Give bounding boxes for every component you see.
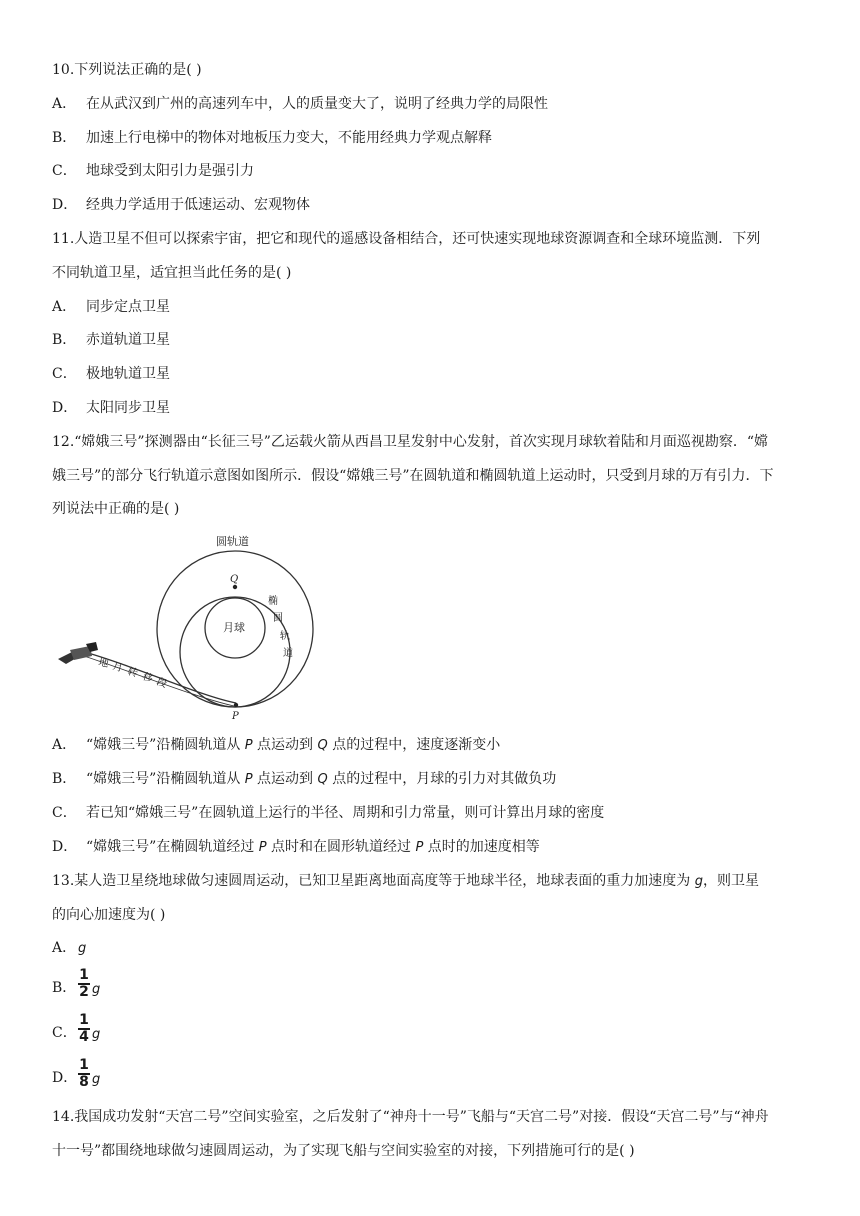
q13-option-b-fraction: 1 2: [79, 967, 89, 1000]
q14-stem-line1: 14.我国成功发射“天宫二号”空间实验室，之后发射了“神舟十一号”飞船与“天宫二号”对接．假设“天宫二号”与“神舟: [52, 1109, 769, 1125]
q13-option-d-fraction: 1 8: [79, 1057, 89, 1090]
point-q-label: Q: [230, 574, 239, 585]
q11-option-d: D． 太阳同步卫星: [52, 400, 170, 416]
q13-stem-line2: 的向心加速度为( ): [52, 907, 166, 923]
q12-option-d: D． “嫦娥三号”在椭圆轨道经过 P 点时和在圆形轨道经过 P 点时的加速度相等: [52, 839, 540, 855]
ellipse-label-char-1: 椭: [268, 596, 278, 607]
q13-option-c-label: C．: [52, 1025, 77, 1041]
spacecraft-icon: [58, 642, 98, 664]
q13-option-c-suffix: g: [92, 1027, 101, 1042]
q12-option-a: A． “嫦娥三号”沿椭圆轨道从 P 点运动到 Q 点的过程中，速度逐渐变小: [52, 737, 501, 753]
transfer-label-char-3: 转: [126, 666, 139, 680]
orbit-diagram: [50, 528, 340, 723]
q13-option-c-fraction: 1 4: [79, 1012, 89, 1045]
q10-option-b: B． 加速上行电梯中的物体对地板压力变大，不能用经典力学观点解释: [52, 130, 492, 146]
q14-stem-line2: 十一号”都围绕地球做匀速圆周运动，为了实现飞船与空间实验室的对接，下列措施可行的是( ): [52, 1143, 635, 1159]
ellipse-label-char-4: 道: [283, 648, 293, 659]
q13-option-b-suffix: g: [92, 982, 101, 997]
circular-orbit-label: 圆轨道: [216, 535, 249, 548]
q13-option-a: A． g: [52, 940, 87, 956]
transfer-label-char-4: 移: [141, 671, 154, 685]
point-p-dot: [234, 703, 238, 707]
q12-option-c: C． 若已知“嫦娥三号”在圆轨道上运行的半径、周期和引力常量，则可计算出月球的密度: [52, 805, 605, 821]
q10-option-d: D． 经典力学适用于低速运动、宏观物体: [52, 197, 310, 213]
q12-stem-line2: 娥三号”的部分飞行轨道示意图如图所示．假设“嫦娥三号”在圆轨道和椭圆轨道上运动时，只受到月球的万有引力．下: [52, 468, 774, 484]
q12-stem-line1: 12.“嫦娥三号”探测器由“长征三号”乙运载火箭从西昌卫星发射中心发射，首次实现月球软着陆和月面巡视勘察．“嫦: [52, 434, 769, 450]
q11-stem-line1: 11.人造卫星不但可以探索宇宙，把它和现代的遥感设备相结合，还可快速实现地球资源调查和全球环境监测．下列: [52, 231, 761, 247]
q10-option-c: C． 地球受到太阳引力是强引力: [52, 163, 254, 179]
point-p-label: P: [232, 711, 239, 722]
ellipse-label-char-2: 圆: [273, 613, 283, 624]
ellipse-label-char-3: 轨: [280, 631, 290, 642]
q10-stem: 10.下列说法正确的是( ): [52, 62, 202, 78]
q11-stem-line2: 不同轨道卫星，适宜担当此任务的是( ): [52, 265, 292, 281]
q11-option-b: B． 赤道轨道卫星: [52, 332, 170, 348]
transfer-label-char-5: 段: [154, 676, 169, 691]
transfer-label-char-2: 月: [111, 661, 124, 675]
q13-stem-line1: 13.某人造卫星绕地球做匀速圆周运动，已知卫星距离地面高度等于地球半径，地球表面的重力加速度为 g，则卫星: [52, 873, 759, 889]
transfer-label-char-1: 地: [97, 657, 110, 671]
point-q-dot: [233, 585, 237, 589]
moon-label: 月球: [223, 621, 245, 634]
q12-option-b: B． “嫦娥三号”沿椭圆轨道从 P 点运动到 Q 点的过程中，月球的引力对其做负功: [52, 771, 557, 787]
q11-option-c: C． 极地轨道卫星: [52, 366, 170, 382]
q10-option-a: A． 在从武汉到广州的高速列车中，人的质量变大了，说明了经典力学的局限性: [52, 96, 548, 112]
q13-option-d-label: D．: [52, 1070, 78, 1086]
q11-option-a: A． 同步定点卫星: [52, 299, 170, 315]
q13-option-b-label: B．: [52, 980, 77, 996]
q12-stem-line3: 列说法中正确的是( ): [52, 501, 180, 517]
q13-option-d-suffix: g: [92, 1072, 101, 1087]
